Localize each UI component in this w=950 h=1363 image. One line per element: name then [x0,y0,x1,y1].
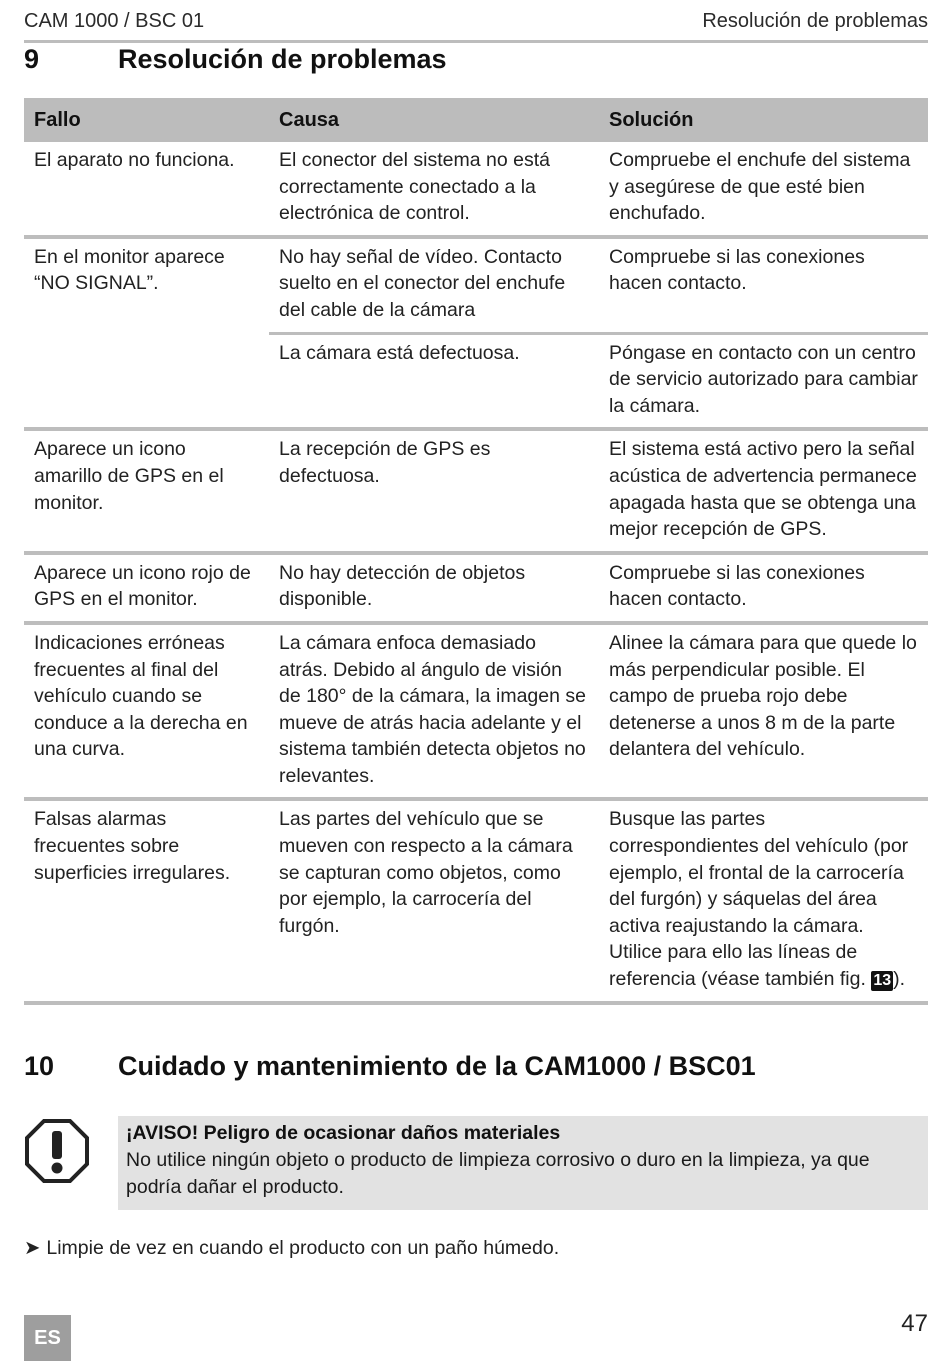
notice-block [24,1116,928,1210]
table-row [24,553,928,623]
notice-title: ¡AVISO! Peligro de ocasionar daños materiales [126,1122,561,1144]
cell-causa: La recepción de GPS es defectuosa. [269,429,599,552]
cell-causa: La cámara está defectuosa. [269,333,599,429]
cell-solucion: Alinee la cámara para que quede lo más perpendicular posible. El campo de prueba rojo debe detenerse a unos 8 m de la parte delantera del vehículo. [599,623,928,800]
cell-fallo: En el monitor aparece “NO SIGNAL”. [24,237,269,430]
cell-causa: El conector del sistema no está correctamente conectado a la electrónica de control. [279,149,550,225]
figure-reference-badge: 13 [873,972,892,990]
cell-solucion [599,799,928,1002]
cell-fallo: Aparece un icono amarillo de GPS en el monitor. [24,429,269,552]
instruction-step [24,1236,559,1260]
column-header-causa: Causa [269,98,599,142]
section-10-number: 10 [24,1051,55,1081]
troubleshooting-table [24,98,928,1005]
page-number: 47 [901,1310,928,1337]
cell-solucion: Póngase en contacto con un centro de servicio autorizado para cambiar la cámara. [599,333,928,429]
cell-fallo: Aparece un icono rojo de GPS en el monitor. [24,553,269,623]
section-9-number: 9 [24,44,40,74]
column-header-fallo: Fallo [24,98,269,142]
table-row [24,429,928,552]
arrow-right-icon: ➤ [24,1237,41,1259]
cell-fallo: Indicaciones erróneas frecuentes al final del vehículo cuando se conduce a la derecha en una curva. [24,623,269,800]
table-row [24,142,928,237]
table-row [24,623,928,800]
header-chapter: Resolución de problemas [702,10,928,32]
cell-causa: No hay señal de vídeo. Contacto suelto en el conector del enchufe del cable de la cámara [269,237,599,333]
cell-solucion: Compruebe si las conexiones hacen contacto. [599,553,928,623]
cell-causa: No hay detección de objetos disponible. [269,553,599,623]
table-header-row [24,98,928,142]
cell-solucion: Compruebe si las conexiones hacen contacto. [599,237,928,333]
cell-fallo: El aparato no funciona. [34,149,235,171]
cell-causa: Las partes del vehículo que se mueven con respecto a la cámara se capturan como objetos, como por ejemplo, la carrocería del furgón. [269,799,599,1002]
notice-box [118,1116,928,1210]
section-10-title: Cuidado y mantenimiento de la CAM1000 / BSC01 [118,1051,756,1081]
header-product: CAM 1000 / BSC 01 [24,10,205,32]
table-row [24,799,928,1002]
instruction-text: Limpie de vez en cuando el producto con un paño húmedo. [46,1237,560,1259]
cell-fallo: Falsas alarmas frecuentes sobre superficies irregulares. [24,799,269,1002]
warning-octagon-icon [24,1118,90,1184]
cell-solucion: El sistema está activo pero la señal acústica de advertencia permanece apagada hasta que se obtenga una mejor recepción de GPS. [599,429,928,552]
solucion-text-end: ). [893,968,906,991]
page-header [24,8,928,43]
cell-solucion: Compruebe el enchufe del sistema y asegúrese de que esté bien enchufado. [609,149,911,225]
solucion-text: Busque las partes correspondientes del vehículo (por ejemplo, el frontal de la carrocería del furgón) y sáquelas del área activa reajustando la cámara. Utilice para ello las líneas de referencia (véase también fig. [609,808,909,991]
language-badge: ES [24,1315,71,1361]
column-header-solucion: Solución [599,98,928,142]
notice-text: No utilice ningún objeto o producto de limpieza corrosivo o duro en la limpieza, ya que podría dañar el producto. [126,1149,870,1198]
table-row [24,237,928,333]
cell-causa: La cámara enfoca demasiado atrás. Debido al ángulo de visión de 180° de la cámara, la imagen se mueve de atrás hacia adelante y el sistema también detecta objetos no relevantes. [269,623,599,800]
section-9-title: Resolución de problemas [118,44,447,74]
